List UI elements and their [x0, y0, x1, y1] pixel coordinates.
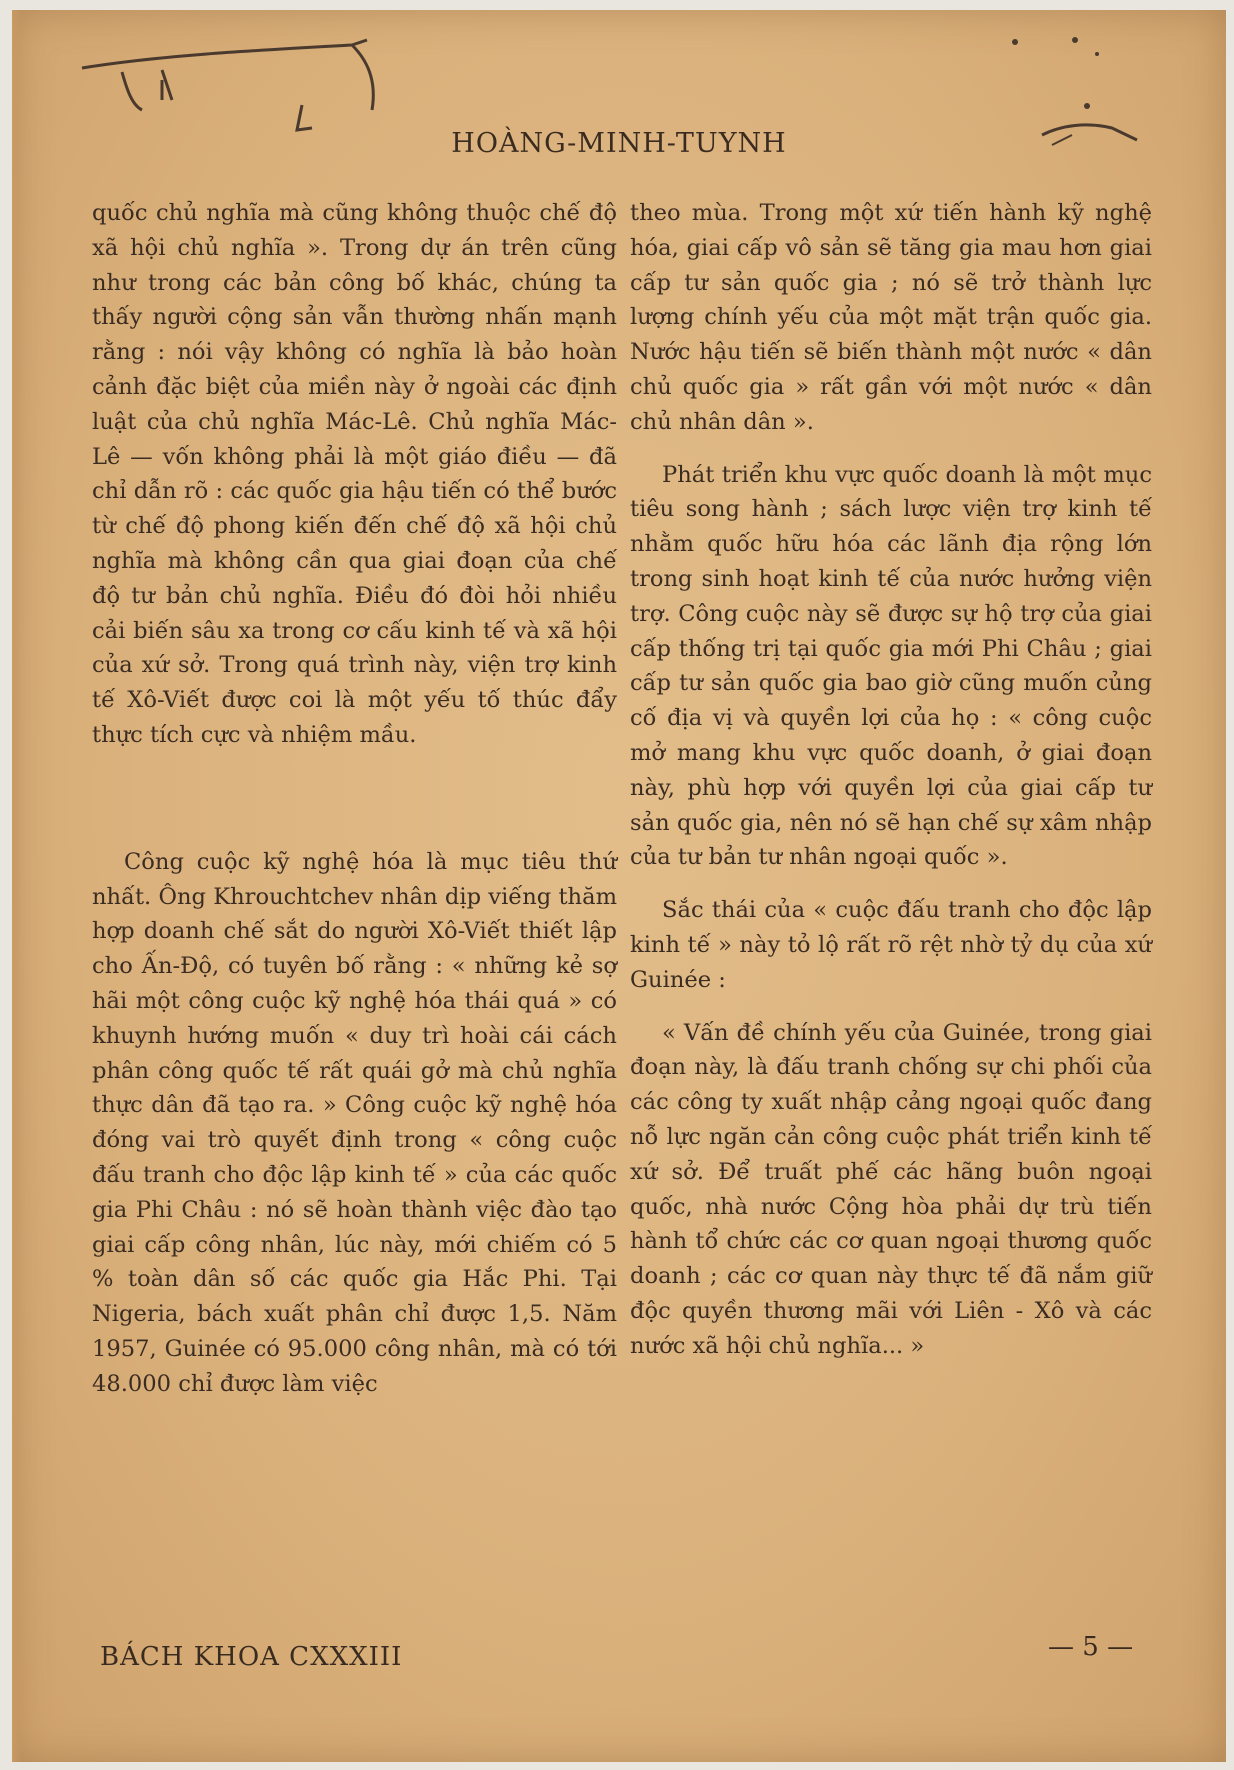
book-page — [12, 10, 1226, 1762]
right-paragraph-4: « Vấn đề chính yếu của Guinée, trong giai đoạn này, là đấu tranh chống sự chi phối của các công ty xuất nhập cảng ngoại quốc đang nỗ lực ngăn cản công cuộc phát triển kinh tế xứ sở. Để truất phế các hãng buôn ngoại quốc, nhà nước Cộng hòa phải dự trù tiến hành tổ chức các cơ quan ngoại thương quốc doanh ; các cơ quan này thực tế đã nắm giữ độc quyền thương mãi với Liên - Xô và các nước xã hội chủ nghĩa... » — [630, 1019, 1152, 1359]
page-number: — 5 — — [1048, 1632, 1134, 1662]
right-paragraph-1: theo mùa. Trong một xứ tiến hành kỹ nghệ hóa, giai cấp vô sản sẽ tăng gia mau hơn giai cấp tư sản quốc gia ; nó sẽ trở thành lực lượng chính yếu của một mặt trận quốc gia. Nước hậu tiến sẽ biến thành một nước « dân chủ quốc gia » rất gần với một nước « dân chủ nhân dân ». — [630, 200, 1152, 435]
left-column — [92, 196, 617, 1402]
publication-footer: BÁCH KHOA CXXXIII — [100, 1642, 403, 1672]
right-column — [630, 196, 1152, 1364]
left-paragraph-2: Công cuộc kỹ nghệ hóa là mục tiêu thứ nhất. Ông Khrouchtchev nhân dịp viếng thăm hợp doanh chế sắt do người Xô-Viết thiết lập cho Ấn-Độ, có tuyên bố rằng : « những kẻ sợ hãi một công cuộc kỹ nghệ hóa thái quá » có khuynh hướng muốn « duy trì hoài cái cách phân công quốc tế rất quái gở mà chủ nghĩa thực dân đã tạo ra. » Công cuộc kỹ nghệ hóa đóng vai trò quyết định trong « công cuộc đấu tranh cho độc lập kinh tế » của các quốc gia Phi Châu : nó sẽ hoàn thành việc đào tạo giai cấp công nhân, lúc này, mới chiếm có 5 % toàn dân số các quốc gia Hắc Phi. Tại Nigeria, bách xuất phân chỉ được 1,5. Năm 1957, Guinée có 95.000 công nhân, mà có tới 48.000 chỉ được làm việc — [92, 848, 617, 1397]
right-paragraph-2: Phát triển khu vực quốc doanh là một mục tiêu song hành ; sách lược viện trợ kinh tế nhằm quốc hữu hóa các lãnh địa rộng lớn trong sinh hoạt kinh tế của nước hưởng viện trợ. Công cuộc này sẽ được sự hộ trợ của giai cấp thống trị tại quốc gia mới Phi Châu ; giai cấp tư sản quốc gia bao giờ cũng muốn củng cố địa vị và quyền lợi của họ : « công cuộc mở mang khu vực quốc doanh, ở giai đoạn này, phù hợp với quyền lợi của giai cấp tư sản quốc gia, nên nó sẽ hạn chế sự xâm nhập của tư bản tư nhân ngoại quốc ». — [630, 461, 1152, 871]
running-head: HOÀNG-MINH-TUYNH — [451, 128, 787, 159]
right-paragraph-3: Sắc thái của « cuộc đấu tranh cho độc lập kinh tế » này tỏ lộ rất rõ rệt nhờ tỷ dụ của xứ Guinée : — [630, 897, 1152, 993]
left-paragraph-1: quốc chủ nghĩa mà cũng không thuộc chế độ xã hội chủ nghĩa ». Trong dự án trên cũng như trong các bản công bố khác, chúng ta thấy người cộng sản vẫn thường nhấn mạnh rằng : nói vậy không có nghĩa là bảo hoàn cảnh đặc biệt của miền này ở ngoài các định luật của chủ nghĩa Mác-Lê. Chủ nghĩa Mác-Lê — vốn không phải là một giáo điều — đã chỉ dẫn rõ : các quốc gia hậu tiến có thể bước từ chế độ phong kiến đến chế độ xã hội chủ nghĩa mà không cần qua giai đoạn của chế độ tư bản chủ nghĩa. Điều đó đòi hỏi nhiều cải biến sâu xa trong cơ cấu kinh tế và xã hội của xứ sở. Trong quá trình này, viện trợ kinh tế Xô-Viết được coi là một yếu tố thúc đẩy thực tích cực và nhiệm mầu. — [92, 200, 617, 748]
